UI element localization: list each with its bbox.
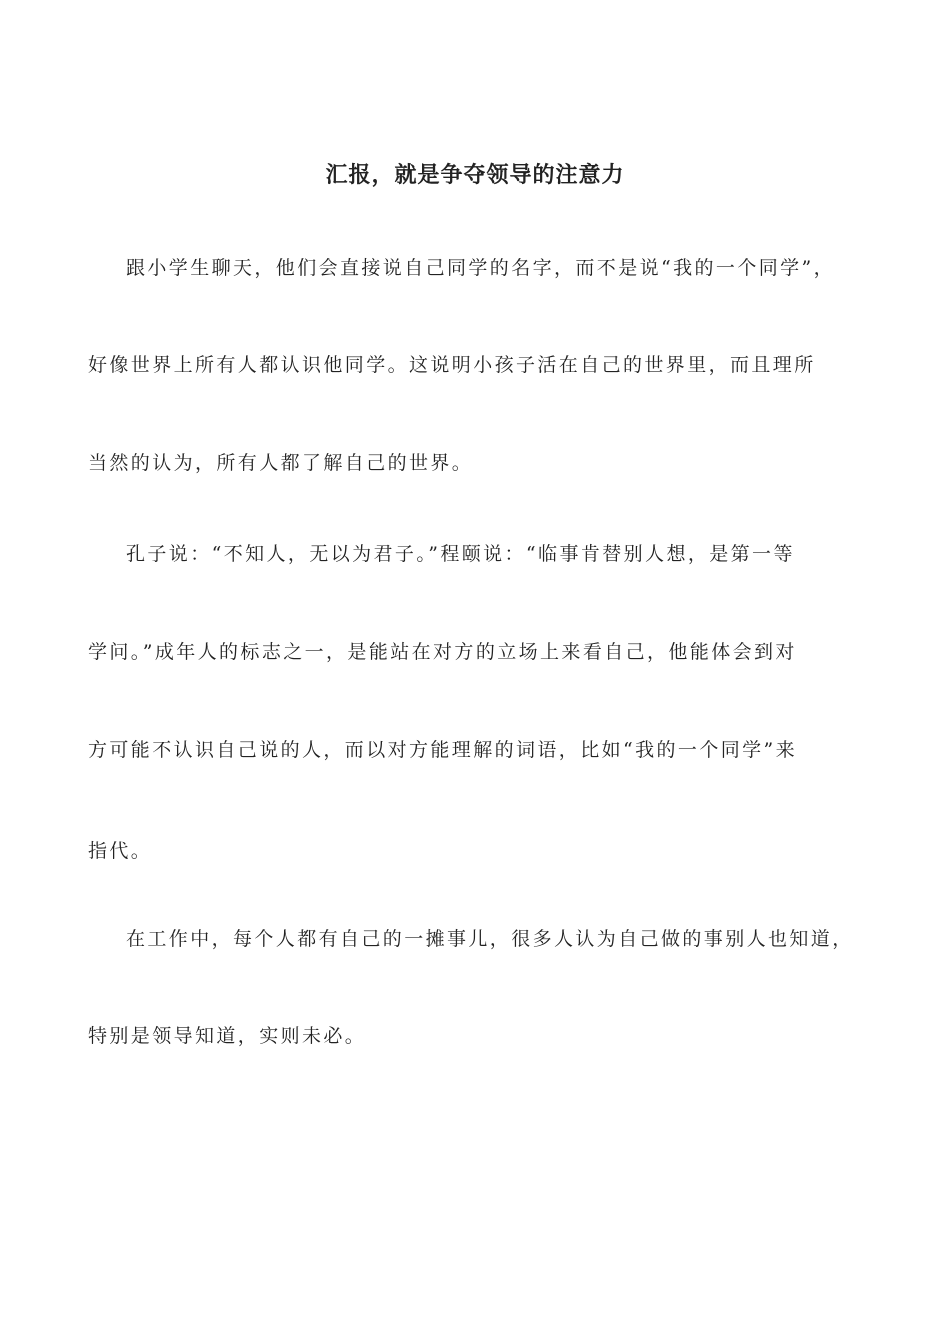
paragraph-2-line-4: 指代。	[88, 840, 153, 862]
paragraph-1-line-2: 好像世界上所有人都认识他同学。这说明小孩子活在自己的世界里，而且理所	[88, 354, 816, 376]
paragraph-2-line-1: 孔子说：“不知人，无以为君子。”程颐说：“临事肯替别人想，是第一等	[126, 543, 795, 565]
paragraph-1-line-3: 当然的认为，所有人都了解自己的世界。	[88, 452, 474, 474]
paragraph-2-line-3: 方可能不认识自己说的人，而以对方能理解的词语，比如“我的一个同学”来	[88, 739, 798, 761]
paragraph-2-line-2: 学问。”成年人的标志之一，是能站在对方的立场上来看自己，他能体会到对	[88, 641, 797, 663]
document-title: 汇报，就是争夺领导的注意力	[325, 163, 625, 188]
paragraph-3-line-1: 在工作中，每个人都有自己的一摊事儿，很多人认为自己做的事别人也知道，	[126, 928, 854, 950]
paragraph-3-line-2: 特别是领导知道，实则未必。	[88, 1025, 367, 1047]
paragraph-1-line-1: 跟小学生聊天，他们会直接说自己同学的名字，而不是说“我的一个同学”，	[126, 257, 836, 279]
